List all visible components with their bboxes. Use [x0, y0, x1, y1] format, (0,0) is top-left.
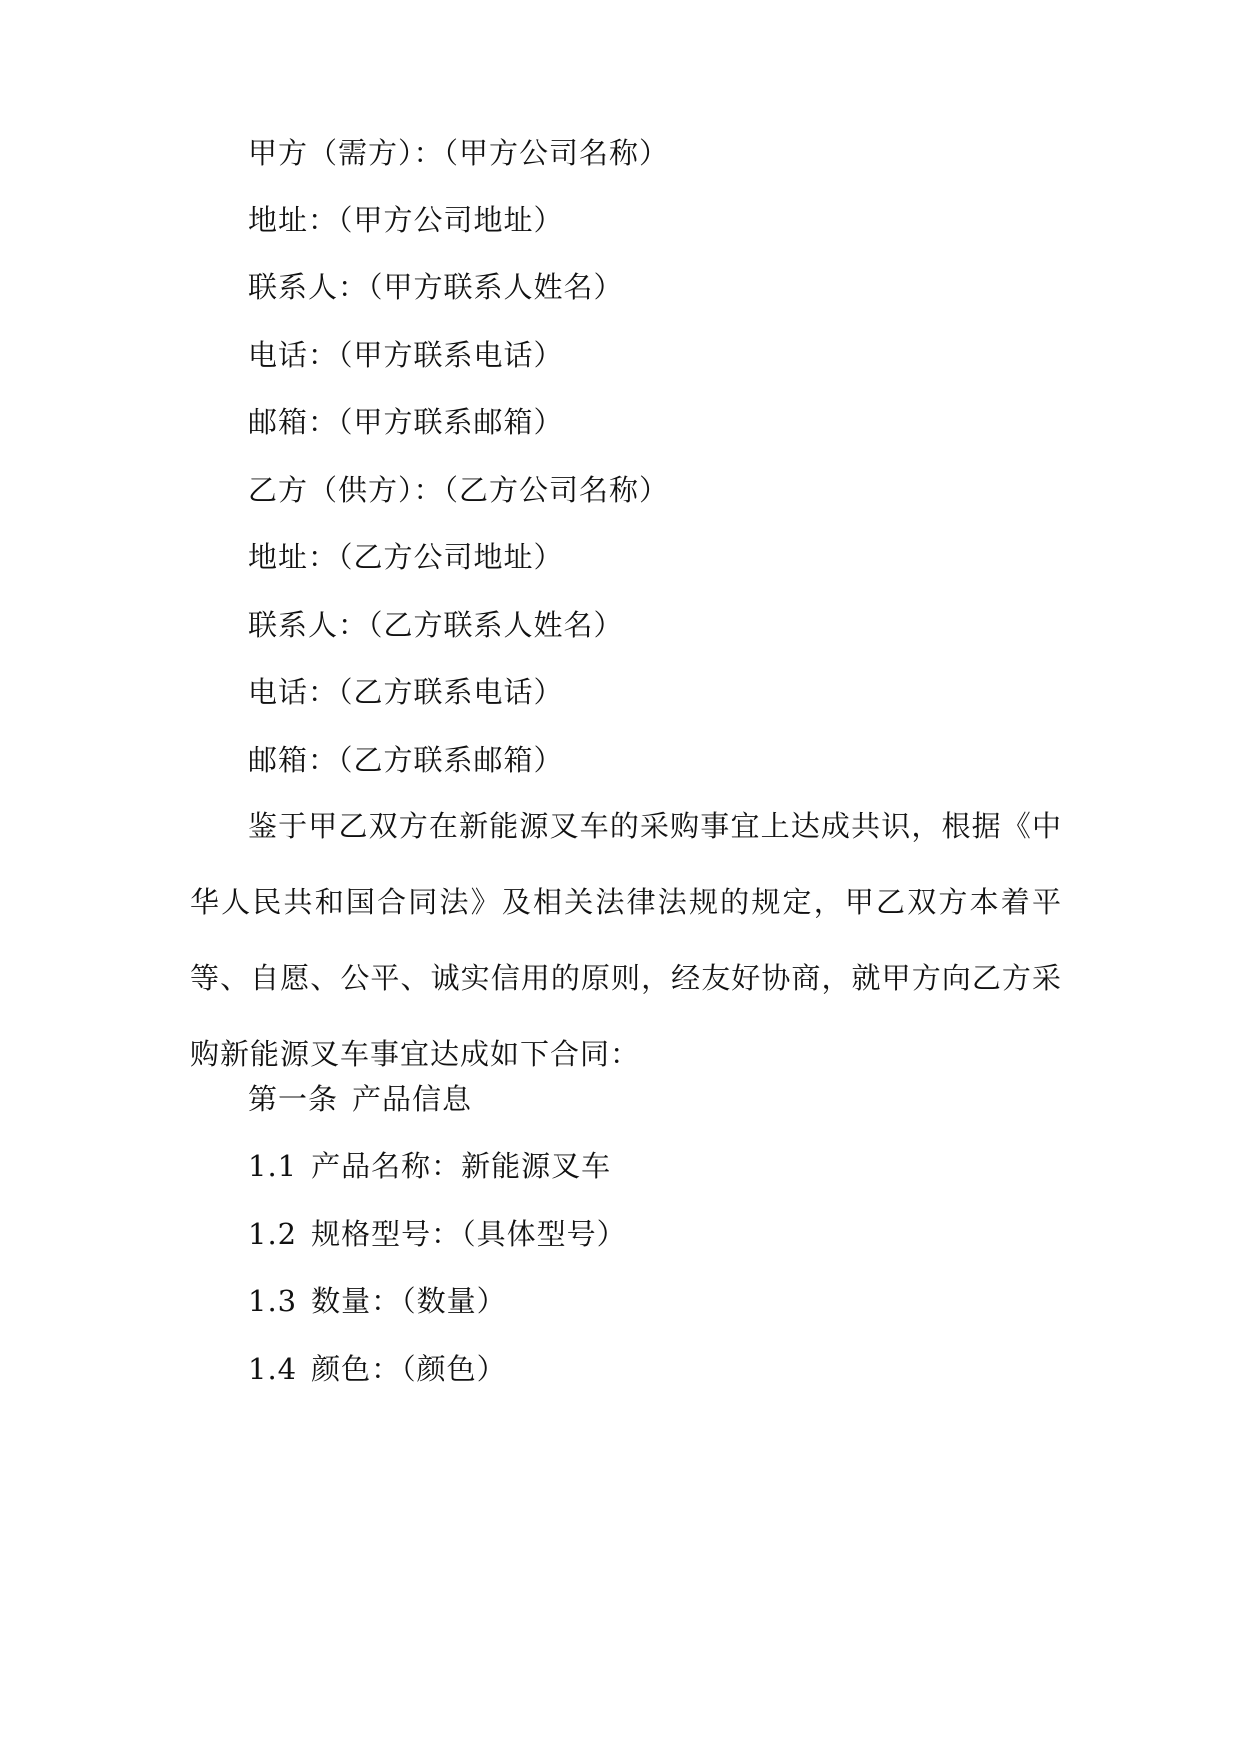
- party-a-contact: 联系人：（甲方联系人姓名）: [248, 270, 624, 304]
- party-a-name-line: 甲方（需方）：（甲方公司名称）: [248, 136, 670, 170]
- article-1-item: [248, 1349, 507, 1389]
- party-b-email: 邮箱：（乙方联系邮箱）: [248, 743, 564, 777]
- party-b-address: 地址：（乙方公司地址）: [248, 540, 564, 574]
- article-1-item: [248, 1214, 627, 1254]
- item-number: 1.2: [248, 1217, 298, 1251]
- item-text: 颜色：（颜色）: [311, 1352, 507, 1386]
- item-number: 1.4: [248, 1352, 298, 1386]
- preamble-paragraph: 鉴于甲乙双方在新能源叉车的采购事宜上达成共识，根据《中华人民共和国合同法》及相关法律法规的规定，甲乙双方本着平等、自愿、公平、诚实信用的原则，经友好协商，就甲方向乙方采购新能源叉车事宜达成如下合同：: [190, 809, 1062, 1071]
- article-1-heading: [248, 1079, 472, 1119]
- article-1-title: 产品信息: [352, 1082, 473, 1116]
- party-a-address: 地址：（甲方公司地址）: [248, 203, 564, 237]
- article-1-item: [248, 1281, 507, 1321]
- article-1-item: [248, 1146, 611, 1186]
- party-b-contact: 联系人：（乙方联系人姓名）: [248, 608, 624, 642]
- party-b-phone: 电话：（乙方联系电话）: [248, 675, 564, 709]
- item-text: 规格型号：（具体型号）: [311, 1217, 627, 1251]
- party-a-email: 邮箱：（甲方联系邮箱）: [248, 405, 564, 439]
- item-number: 1.3: [248, 1284, 298, 1318]
- item-number: 1.1: [248, 1149, 298, 1183]
- article-1-number: 第一条: [248, 1082, 339, 1116]
- party-a-phone: 电话：（甲方联系电话）: [248, 338, 564, 372]
- item-text: 数量：（数量）: [311, 1284, 507, 1318]
- party-b-name-line: 乙方（供方）：（乙方公司名称）: [248, 473, 670, 507]
- item-text: 产品名称：新能源叉车: [311, 1149, 612, 1183]
